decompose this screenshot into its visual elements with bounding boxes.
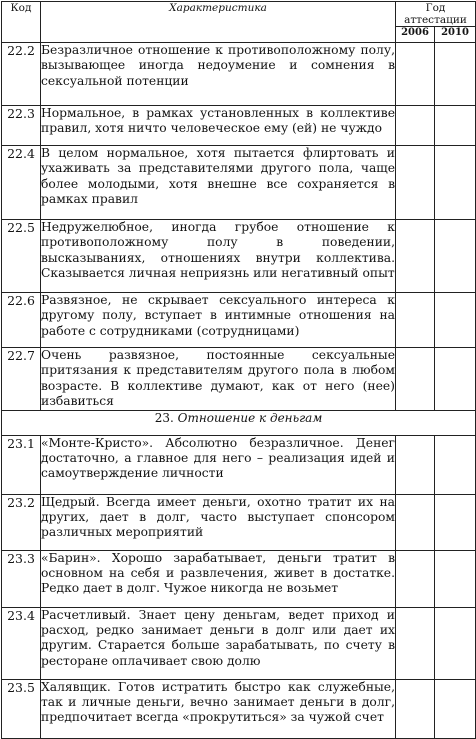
year-2006-cell	[396, 43, 435, 106]
row-code: 22.5	[2, 220, 41, 293]
table-row	[2, 348, 476, 411]
year-2010-cell	[435, 220, 476, 293]
row-code: 22.6	[2, 293, 41, 348]
row-code: 23.2	[2, 494, 41, 550]
row-text: Развязное, не скрывает сексуального интереса к другому полу, вступает в интимные отношения на работе с сотрудниками (сотрудницами)	[41, 293, 396, 348]
year-2006-cell	[396, 106, 435, 146]
row-code: 23.1	[2, 435, 41, 494]
year-2010-cell	[435, 679, 476, 738]
table-row	[2, 220, 476, 293]
year-2010-cell	[435, 348, 476, 411]
year-2010-cell	[435, 435, 476, 494]
header-year-2006: 2006	[396, 27, 435, 43]
row-text: «Барин». Хорошо зарабатывает, деньги тратит в основном на себя и развлечения, живет в достатке. Редко дает в долг. Чужое никогда не возьмет	[41, 550, 396, 607]
row-code: 22.4	[2, 146, 41, 220]
year-2006-cell	[396, 550, 435, 607]
table-row	[2, 607, 476, 679]
table-row	[2, 679, 476, 738]
row-text: Очень развязное, постоянные сексуальные притязания к представителям другого пола в любом возрасте. В коллективе думают, как от него (нее) избавиться	[41, 348, 395, 409]
section-heading	[2, 410, 476, 435]
year-2010-cell	[435, 43, 476, 106]
row-code: 23.5	[2, 679, 41, 738]
row-text: В целом нормальное, хотя пытается флиртовать и ухаживать за представителями другого пола, чаще более молодыми, хотя внешне все сохраняется в рамках правил	[41, 146, 396, 220]
year-2010-cell	[435, 550, 476, 607]
section-row	[2, 410, 476, 435]
year-2006-cell	[396, 146, 435, 220]
table-row	[2, 494, 476, 550]
section-number: 23.	[154, 410, 174, 425]
year-2010-cell	[435, 293, 476, 348]
row-text: Халявщик. Готов истратить быстро как служебные, так и личные деньги, вечно занимает деньги в долг, предпочитает всегда «прокрутиться» за чужой счет	[41, 679, 396, 738]
row-code: 22.2	[2, 43, 41, 106]
table-row	[2, 43, 476, 106]
year-2006-cell	[396, 494, 435, 550]
year-2006-cell	[396, 679, 435, 738]
header-code: Код	[2, 2, 41, 43]
year-2006-cell	[396, 348, 435, 411]
row-text: Щедрый. Всегда имеет деньги, охотно тратит их на других, дает в долг, часто выступает спонсором различных мероприятий	[41, 494, 396, 550]
year-2006-cell	[396, 607, 435, 679]
table-row	[2, 293, 476, 348]
table-row	[2, 146, 476, 220]
year-2010-cell	[435, 146, 476, 220]
row-code: 22.3	[2, 106, 41, 146]
year-2006-cell	[396, 435, 435, 494]
table-row	[2, 435, 476, 494]
row-code: 22.7	[2, 348, 41, 411]
year-2010-cell	[435, 607, 476, 679]
header-year: Год аттестации	[396, 2, 476, 27]
year-2006-cell	[396, 220, 435, 293]
year-2006-cell	[396, 293, 435, 348]
header-characteristic: Характеристика	[41, 2, 396, 43]
row-text: Нормальное, в рамках установленных в коллективе правил, хотя ничто человеческое ему (ей) не чуждо	[41, 106, 396, 146]
section-title: Отношение к деньгам	[177, 410, 323, 425]
row-text: Расчетливый. Знает цену деньгам, ведет приход и расход, редко занимает деньги в долг или дает их другим. Старается больше зарабатывать, по счету в ресторане оплачивает свою долю	[41, 607, 396, 679]
year-2010-cell	[435, 494, 476, 550]
attestation-table	[1, 1, 476, 739]
table-row	[2, 550, 476, 607]
row-text: «Монте-Кристо». Абсолютно безразличное. Денег достаточно, а главное для него – реализация идей и самоутверждение личности	[41, 435, 396, 494]
header-year-2010: 2010	[435, 27, 476, 43]
table-header-row	[2, 2, 476, 27]
row-text: Недружелюбное, иногда грубое отношение к противоположному полу в поведении, высказываниях, отношениях внутри коллектива. Сказывается личная неприязнь или негативный опыт	[41, 220, 396, 293]
row-code: 23.4	[2, 607, 41, 679]
table-row	[2, 106, 476, 146]
year-2010-cell	[435, 106, 476, 146]
row-text: Безразличное отношение к противоположному полу, вызывающее иногда недоумение и сомнения в сексуальной потенции	[41, 43, 396, 106]
row-code: 23.3	[2, 550, 41, 607]
